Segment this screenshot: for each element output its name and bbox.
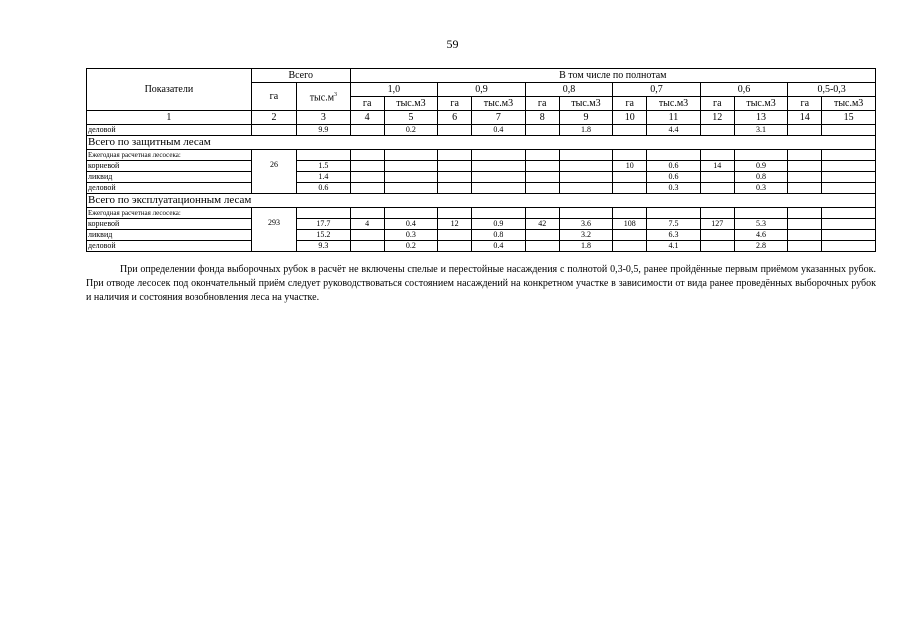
table-row (87, 208, 876, 219)
table-cell (525, 183, 559, 194)
row-label: деловой (87, 183, 252, 194)
table-cell (438, 230, 472, 241)
table-cell: 17.7 (297, 219, 351, 230)
table-cell: 127 (700, 219, 734, 230)
table-cell (525, 241, 559, 252)
header-density: 1,0 (350, 83, 438, 97)
table-cell: 2.8 (734, 241, 788, 252)
table-cell: 3.2 (559, 230, 613, 241)
header-unit-vol: тыс.м3 (384, 97, 438, 111)
row-label: корневой (87, 161, 252, 172)
table-cell (700, 241, 734, 252)
column-number: 8 (525, 111, 559, 125)
explanatory-paragraph (86, 263, 876, 305)
header-unit-ha: га (788, 97, 822, 111)
section-title-exploitation: Всего по эксплуатационным лесам (87, 194, 876, 208)
table-cell: 14 (700, 161, 734, 172)
table-cell: 0.4 (384, 219, 438, 230)
table-cell: 5.3 (734, 219, 788, 230)
table-cell (350, 161, 384, 172)
table-cell: 0.2 (384, 125, 438, 136)
table-cell (822, 183, 876, 194)
table-row (87, 150, 876, 161)
row-label: деловой (87, 241, 252, 252)
table-cell (700, 172, 734, 183)
table-cell (788, 161, 822, 172)
table-cell (438, 172, 472, 183)
table-cell: 4 (350, 219, 384, 230)
table-cell (438, 241, 472, 252)
table-cell (822, 172, 876, 183)
table-cell: 15.2 (297, 230, 351, 241)
table-cell: 10 (613, 161, 647, 172)
column-number: 3 (297, 111, 351, 125)
table-cell: 0.4 (472, 241, 526, 252)
column-number: 5 (384, 111, 438, 125)
header-density: 0,9 (438, 83, 526, 97)
table-cell: 9.3 (297, 241, 351, 252)
section-title-row (87, 136, 876, 150)
table-cell: 108 (613, 219, 647, 230)
row-label: деловой (87, 125, 252, 136)
column-number: 7 (472, 111, 526, 125)
table-cell: 0.6 (647, 161, 701, 172)
table-cell: 1.8 (559, 125, 613, 136)
column-number-row (87, 111, 876, 125)
table-cell (525, 230, 559, 241)
table-cell: 0.3 (734, 183, 788, 194)
table-cell (822, 161, 876, 172)
header-unit-vol: тыс.м3 (734, 97, 788, 111)
header-total: Всего (251, 69, 350, 83)
table-cell: 0.4 (472, 125, 526, 136)
header-density: 0,7 (613, 83, 701, 97)
table-cell (822, 241, 876, 252)
paragraph-text: При определении фонда выборочных рубок в расчёт не включены спелые и перестойные насаждения с полнотой 0,3-0,5, ранее пройдённые первым приёмом указанных рубок. При отводе лесосек под окончательный приём следует руководствоваться состоянием насаждений на конкретном участке в зависимости от вида ранее проведённых выборочных рубок и наличия и состояния возобновления леса на участке. (86, 264, 876, 303)
table-cell: 0.9 (734, 161, 788, 172)
header-unit-ha: га (350, 97, 384, 111)
table-cell (438, 161, 472, 172)
header-indicators: Показатели (87, 69, 252, 111)
header-total-volume: $тыс.м^3$ (297, 83, 351, 111)
table-cell (350, 230, 384, 241)
table-cell (559, 172, 613, 183)
column-number: 4 (350, 111, 384, 125)
table-cell (525, 161, 559, 172)
row-label: ликвид (87, 230, 252, 241)
table-cell (788, 219, 822, 230)
table-row (87, 219, 876, 230)
table-cell: 0.3 (384, 230, 438, 241)
table-cell (822, 230, 876, 241)
header-density: 0,6 (700, 83, 788, 97)
table-cell: 7.5 (647, 219, 701, 230)
header-unit-ha: га (613, 97, 647, 111)
table-row (87, 230, 876, 241)
table-cell: 0.8 (734, 172, 788, 183)
table-cell (613, 125, 647, 136)
table-cell (822, 125, 876, 136)
table-cell (472, 183, 526, 194)
section-title-protective: Всего по защитным лесам (87, 136, 876, 150)
table-cell (384, 172, 438, 183)
table-cell (700, 183, 734, 194)
table-cell (788, 230, 822, 241)
table-cell: 4.6 (734, 230, 788, 241)
header-unit-ha: га (438, 97, 472, 111)
table-cell (472, 172, 526, 183)
row-subtitle: Ежегодная расчетная лесосека: (87, 150, 252, 161)
column-number: 2 (251, 111, 296, 125)
table-cell: 4.4 (647, 125, 701, 136)
table-cell (350, 125, 384, 136)
page-number: 59 (446, 37, 459, 51)
table-cell (350, 241, 384, 252)
header-unit-vol: тыс.м3 (647, 97, 701, 111)
header-unit-vol: тыс.м3 (472, 97, 526, 111)
table-cell (384, 183, 438, 194)
table-cell: 0.6 (647, 172, 701, 183)
table-cell (788, 172, 822, 183)
section-title-row (87, 194, 876, 208)
header-density: 0,5-0,3 (788, 83, 876, 97)
forest-fund-table (86, 68, 876, 252)
table-cell: 1.5 (297, 161, 351, 172)
table-cell: 0.3 (647, 183, 701, 194)
table-cell: 42 (525, 219, 559, 230)
table-cell: 0.6 (297, 183, 351, 194)
table-cell (350, 172, 384, 183)
table-cell: 12 (438, 219, 472, 230)
column-number: 11 (647, 111, 701, 125)
table-cell: 0.8 (472, 230, 526, 241)
table-cell (384, 161, 438, 172)
table-cell (613, 230, 647, 241)
column-number: 13 (734, 111, 788, 125)
row-label: ликвид (87, 172, 252, 183)
table-cell (613, 183, 647, 194)
table-cell (438, 183, 472, 194)
table-cell (700, 125, 734, 136)
header-density: 0,8 (525, 83, 613, 97)
header-incl-by-density: В том числе по полнотам (350, 69, 875, 83)
column-number: 6 (438, 111, 472, 125)
table-cell: 3.6 (559, 219, 613, 230)
table-row (87, 172, 876, 183)
table-cell (472, 161, 526, 172)
section-ha-total: 26 (251, 150, 296, 194)
table-cell (788, 183, 822, 194)
table-cell (525, 172, 559, 183)
table-row (87, 161, 876, 172)
table-cell: 9.9 (297, 125, 351, 136)
table-cell: 4.1 (647, 241, 701, 252)
column-number: 12 (700, 111, 734, 125)
header-total-ha: га (251, 83, 296, 111)
table-cell: 1.8 (559, 241, 613, 252)
table-cell (788, 125, 822, 136)
table-cell (613, 172, 647, 183)
header-unit-vol: тыс.м3 (559, 97, 613, 111)
header-unit-ha: га (525, 97, 559, 111)
table-cell: 0.2 (384, 241, 438, 252)
table-cell (438, 125, 472, 136)
table-row (87, 183, 876, 194)
table-cell (613, 241, 647, 252)
row-label: корневой (87, 219, 252, 230)
table-cell (559, 161, 613, 172)
table-cell (559, 183, 613, 194)
column-number: 14 (788, 111, 822, 125)
table-cell (700, 230, 734, 241)
column-number: 15 (822, 111, 876, 125)
table-row (87, 125, 876, 136)
table-cell (350, 183, 384, 194)
table-cell (822, 219, 876, 230)
table-cell: 0.9 (472, 219, 526, 230)
row-subtitle: Ежегодная расчетная лесосека: (87, 208, 252, 219)
table-cell (525, 125, 559, 136)
table-cell: 6.3 (647, 230, 701, 241)
column-number: 9 (559, 111, 613, 125)
table-row (87, 241, 876, 252)
table-cell (251, 125, 296, 136)
header-unit-vol: тыс.м3 (822, 97, 876, 111)
header-unit-ha: га (700, 97, 734, 111)
column-number: 10 (613, 111, 647, 125)
table-cell (788, 241, 822, 252)
column-number: 1 (87, 111, 252, 125)
table-cell: 3.1 (734, 125, 788, 136)
table-cell: 1.4 (297, 172, 351, 183)
section-ha-total: 293 (251, 208, 296, 252)
